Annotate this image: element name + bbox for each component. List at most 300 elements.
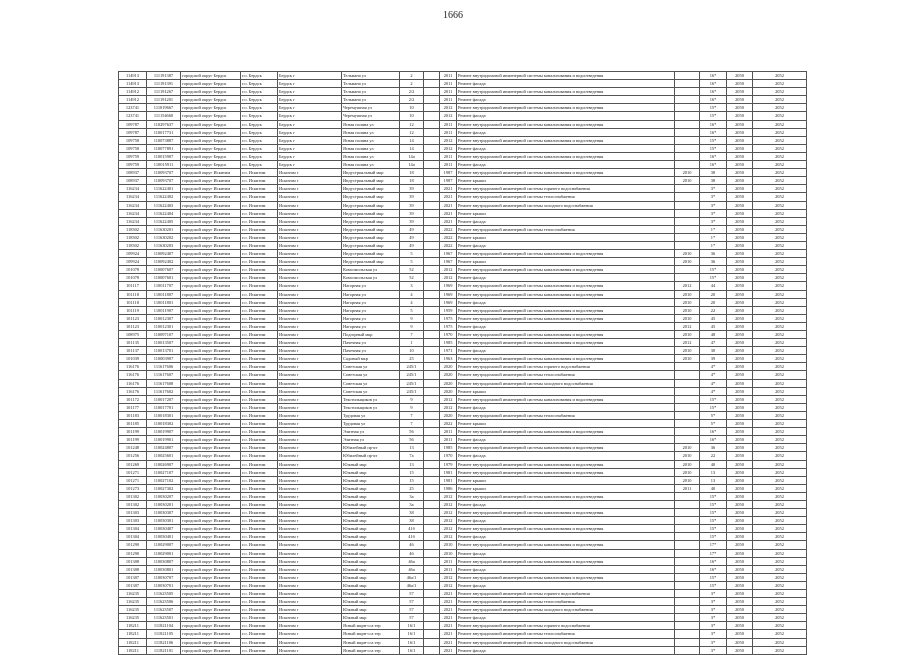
cell-element-id: 111630202 [147, 233, 181, 241]
cell-element-id: 110027102 [147, 476, 181, 484]
cell-house-number: 3 [400, 282, 424, 290]
cell-settlement: Бердск г [278, 152, 342, 160]
cell-age: 45 [700, 314, 727, 322]
cell-plan-end: 2052 [753, 484, 807, 492]
cell-district: г.о. Искитим [241, 403, 278, 411]
cell-work-type: Ремонт фасада [457, 274, 675, 282]
cell-prior-year [675, 411, 700, 419]
cell-age: 15* [700, 525, 727, 533]
cell-work-type: Ремонт внутридомовой инженерной системы канализования и водоотведения [457, 314, 675, 322]
cell-plan-end: 2052 [753, 209, 807, 217]
cell-age: 20 [700, 290, 727, 298]
cell-settlement: Искитим г [278, 565, 342, 573]
cell-work-type: Ремонт внутридомовой инженерной системы канализования и водоотведения [457, 88, 675, 96]
cell-street: Индустриальный мкр [342, 225, 400, 233]
cell-district: г.о. Искитим [241, 638, 278, 646]
cell-work-type: Ремонт крыши [457, 233, 675, 241]
cell-prior-year [675, 387, 700, 395]
cell-plan-end: 2052 [753, 622, 807, 630]
table-row [119, 444, 807, 452]
cell-building [424, 598, 440, 606]
cell-year: 2022 [440, 225, 457, 233]
cell-prior-year: 2010 [675, 460, 700, 468]
cell-district: г.о. Искитим [241, 476, 278, 484]
cell-year: 2011 [440, 72, 457, 80]
cell-work-type: Ремонт фасада [457, 403, 675, 411]
table-row [119, 484, 807, 492]
cell-settlement: Бердск г [278, 144, 342, 152]
cell-building [424, 428, 440, 436]
cell-street: Ясная поляна ул [342, 144, 400, 152]
cell-prior-year [675, 598, 700, 606]
cell-year: 1985 [440, 339, 457, 347]
register-table [118, 71, 807, 655]
cell-settlement: Бердск г [278, 161, 342, 169]
cell-district: г.о. Искитим [241, 258, 278, 266]
cell-house-number: 5 [400, 306, 424, 314]
cell-plan-start: 2050 [727, 379, 753, 387]
table-row [119, 217, 807, 225]
cell-age: 36 [700, 444, 727, 452]
cell-plan-start: 2050 [727, 128, 753, 136]
cell-age: 15* [700, 509, 727, 517]
cell-plan-start: 2050 [727, 638, 753, 646]
cell-year: 2012 [440, 136, 457, 144]
cell-building [424, 88, 440, 96]
cell-house-number: 14 [400, 144, 424, 152]
cell-house-id: 116235 [119, 598, 147, 606]
cell-district: г.о. Искитим [241, 646, 278, 654]
cell-prior-year [675, 646, 700, 654]
cell-plan-start: 2050 [727, 533, 753, 541]
cell-municipality: городской округ Искитим [181, 371, 241, 379]
table-row [119, 233, 807, 241]
cell-element-id: 110073887 [147, 136, 181, 144]
cell-street: Ясная поляна ул [342, 152, 400, 160]
cell-municipality: городской округ Искитим [181, 241, 241, 249]
table-row [119, 193, 807, 201]
cell-element-id: 110011801 [147, 298, 181, 306]
cell-house-number: 10 [400, 104, 424, 112]
cell-municipality: городской округ Искитим [181, 492, 241, 500]
cell-building [424, 420, 440, 428]
cell-work-type: Ремонт внутридомовой инженерной системы канализования и водоотведения [457, 282, 675, 290]
cell-house-number: 16/1 [400, 630, 424, 638]
table-row [119, 363, 807, 371]
table-row [119, 371, 807, 379]
cell-settlement: Искитим г [278, 258, 342, 266]
cell-building [424, 590, 440, 598]
cell-street: Нагорная ул [342, 290, 400, 298]
cell-element-id: 110030301 [147, 517, 181, 525]
cell-building [424, 96, 440, 104]
cell-element-id: 111821106 [147, 638, 181, 646]
cell-settlement: Искитим г [278, 177, 342, 185]
cell-house-id: 118211 [119, 638, 147, 646]
table-row [119, 282, 807, 290]
cell-age: 15* [700, 517, 727, 525]
cell-work-type: Ремонт внутридомовой инженерной системы канализования и водоотведения [457, 152, 675, 160]
cell-municipality: городской округ Искитим [181, 541, 241, 549]
cell-work-type: Ремонт крыши [457, 476, 675, 484]
cell-plan-start: 2050 [727, 339, 753, 347]
cell-age: 15* [700, 266, 727, 274]
cell-district: г.о. Бердск [241, 152, 278, 160]
cell-plan-end: 2052 [753, 557, 807, 565]
cell-municipality: городской округ Искитим [181, 436, 241, 444]
cell-plan-start: 2050 [727, 622, 753, 630]
cell-settlement: Искитим г [278, 387, 342, 395]
cell-age: 15* [700, 500, 727, 508]
cell-settlement: Бердск г [278, 88, 342, 96]
cell-building [424, 606, 440, 614]
cell-element-id: 110297637 [147, 120, 181, 128]
cell-age: 16* [700, 88, 727, 96]
cell-building [424, 339, 440, 347]
cell-plan-start: 2050 [727, 209, 753, 217]
cell-element-id: 110011807 [147, 290, 181, 298]
cell-prior-year: 2010 [675, 314, 700, 322]
cell-element-id: 110029001 [147, 549, 181, 557]
cell-house-id: 101308 [119, 565, 147, 573]
cell-plan-end: 2052 [753, 233, 807, 241]
cell-settlement: Искитим г [278, 622, 342, 630]
cell-settlement: Искитим г [278, 266, 342, 274]
cell-year: 2012 [440, 573, 457, 581]
cell-house-id: 116234 [119, 193, 147, 201]
cell-element-id: 110026907 [147, 460, 181, 468]
cell-street: Ясный мкрн-сса тер [342, 622, 400, 630]
table-row [119, 468, 807, 476]
cell-element-id: 111630203 [147, 241, 181, 249]
cell-municipality: городской округ Бердск [181, 128, 241, 136]
cell-district: г.о. Искитим [241, 460, 278, 468]
cell-house-number: 1 [400, 339, 424, 347]
cell-element-id: 110097107 [147, 331, 181, 339]
cell-settlement: Искитим г [278, 379, 342, 387]
cell-prior-year [675, 638, 700, 646]
cell-municipality: городской округ Искитим [181, 444, 241, 452]
cell-year: 2012 [440, 403, 457, 411]
cell-municipality: городской округ Бердск [181, 120, 241, 128]
cell-building [424, 322, 440, 330]
cell-work-type: Ремонт фасада [457, 500, 675, 508]
cell-district: г.о. Бердск [241, 96, 278, 104]
cell-street: Ясный мкрн-сса тер [342, 630, 400, 638]
cell-element-id: 110030701 [147, 581, 181, 589]
cell-house-id: 101117 [119, 282, 147, 290]
cell-plan-start: 2050 [727, 185, 753, 193]
cell-age: 15* [700, 573, 727, 581]
cell-street: Текстильщиков ул [342, 403, 400, 411]
cell-work-type: Ремонт внутридомовой инженерной системы холодного водоснабжения [457, 201, 675, 209]
page-number: 1666 [443, 10, 463, 21]
cell-municipality: городской округ Искитим [181, 387, 241, 395]
cell-element-id: 111622404 [147, 209, 181, 217]
table-row [119, 144, 807, 152]
cell-plan-end: 2052 [753, 136, 807, 144]
cell-district: г.о. Искитим [241, 322, 278, 330]
cell-building [424, 614, 440, 622]
cell-prior-year [675, 509, 700, 517]
cell-plan-start: 2050 [727, 217, 753, 225]
cell-age: 3* [700, 193, 727, 201]
cell-element-id: 111821101 [147, 646, 181, 654]
cell-building [424, 452, 440, 460]
table-row [119, 136, 807, 144]
cell-element-id: 110093707 [147, 177, 181, 185]
cell-house-id: 109787 [119, 120, 147, 128]
cell-house-number: 46 [400, 541, 424, 549]
cell-district: г.о. Искитим [241, 533, 278, 541]
cell-house-number: 39 [400, 217, 424, 225]
cell-building [424, 638, 440, 646]
cell-street: Черемушная ул [342, 112, 400, 120]
cell-settlement: Искитим г [278, 549, 342, 557]
cell-prior-year [675, 517, 700, 525]
cell-house-id: 101199 [119, 436, 147, 444]
cell-work-type: Ремонт внутридомовой инженерной системы канализования и водоотведения [457, 104, 675, 112]
cell-district: г.о. Искитим [241, 428, 278, 436]
table-row [119, 638, 807, 646]
cell-settlement: Бердск г [278, 128, 342, 136]
cell-house-number: 13 [400, 444, 424, 452]
cell-building [424, 500, 440, 508]
cell-house-id: 109759 [119, 152, 147, 160]
cell-year: 1987 [440, 177, 457, 185]
cell-house-id: 101177 [119, 403, 147, 411]
cell-year: 2020 [440, 379, 457, 387]
table-row [119, 411, 807, 419]
cell-year: 1969 [440, 290, 457, 298]
cell-age: 16* [700, 128, 727, 136]
cell-house-id: 101118 [119, 290, 147, 298]
cell-year: 2011 [440, 120, 457, 128]
cell-prior-year [675, 630, 700, 638]
cell-plan-start: 2050 [727, 322, 753, 330]
cell-prior-year: 2010 [675, 476, 700, 484]
cell-prior-year [675, 128, 700, 136]
cell-building [424, 517, 440, 525]
cell-municipality: городской округ Искитим [181, 403, 241, 411]
cell-street: Южный мкр [342, 557, 400, 565]
cell-plan-start: 2050 [727, 298, 753, 306]
cell-building [424, 290, 440, 298]
cell-street: Советская ул [342, 379, 400, 387]
cell-element-id: 110019901 [147, 436, 181, 444]
cell-work-type: Ремонт внутридомовой инженерной системы канализования и водоотведения [457, 395, 675, 403]
cell-municipality: городской округ Искитим [181, 331, 241, 339]
cell-district: г.о. Искитим [241, 363, 278, 371]
cell-element-id: 110025601 [147, 452, 181, 460]
table-row [119, 347, 807, 355]
cell-house-id: 109924 [119, 258, 147, 266]
cell-house-id: 118302 [119, 233, 147, 241]
cell-settlement: Искитим г [278, 331, 342, 339]
cell-plan-end: 2052 [753, 120, 807, 128]
cell-municipality: городской округ Искитим [181, 614, 241, 622]
cell-prior-year [675, 225, 700, 233]
cell-element-id: 111617606 [147, 363, 181, 371]
table-row [119, 128, 807, 136]
cell-house-id: 116176 [119, 379, 147, 387]
cell-work-type: Ремонт внутридомовой инженерной системы теплоснабжения [457, 598, 675, 606]
cell-street: Ясная поляна ул [342, 161, 400, 169]
cell-plan-start: 2050 [727, 169, 753, 177]
cell-plan-end: 2052 [753, 144, 807, 152]
cell-district: г.о. Искитим [241, 549, 278, 557]
cell-prior-year [675, 590, 700, 598]
cell-house-number: 25 [400, 484, 424, 492]
cell-prior-year [675, 80, 700, 88]
cell-year: 1971 [440, 347, 457, 355]
cell-year: 2021 [440, 638, 457, 646]
cell-age: 47 [700, 339, 727, 347]
cell-prior-year [675, 606, 700, 614]
cell-street: Элитная ул [342, 428, 400, 436]
cell-year: 2012 [440, 533, 457, 541]
cell-building [424, 298, 440, 306]
cell-street: Индустриальный мкр [342, 201, 400, 209]
cell-building [424, 460, 440, 468]
cell-municipality: городской округ Искитим [181, 217, 241, 225]
cell-district: г.о. Бердск [241, 144, 278, 152]
cell-plan-end: 2052 [753, 395, 807, 403]
cell-district: г.о. Искитим [241, 282, 278, 290]
cell-work-type: Ремонт фасада [457, 452, 675, 460]
cell-work-type: Ремонт внутридомовой инженерной системы канализования и водоотведения [457, 557, 675, 565]
cell-settlement: Искитим г [278, 395, 342, 403]
cell-prior-year [675, 193, 700, 201]
cell-plan-end: 2052 [753, 517, 807, 525]
cell-municipality: городской округ Искитим [181, 525, 241, 533]
cell-plan-end: 2052 [753, 80, 807, 88]
cell-work-type: Ремонт внутридомовой инженерной системы канализования и водоотведения [457, 120, 675, 128]
cell-building [424, 573, 440, 581]
cell-street: Юбилейный пр-кт [342, 452, 400, 460]
cell-plan-start: 2050 [727, 630, 753, 638]
cell-plan-end: 2052 [753, 266, 807, 274]
table-row [119, 476, 807, 484]
cell-age: 17* [700, 549, 727, 557]
cell-year: 2021 [440, 201, 457, 209]
cell-street: Южный мкр [342, 468, 400, 476]
cell-plan-end: 2052 [753, 161, 807, 169]
cell-building [424, 161, 440, 169]
cell-settlement: Искитим г [278, 322, 342, 330]
cell-plan-start: 2050 [727, 598, 753, 606]
cell-house-number: 245/1 [400, 379, 424, 387]
cell-plan-end: 2052 [753, 590, 807, 598]
cell-house-id: 101304 [119, 533, 147, 541]
cell-plan-end: 2052 [753, 290, 807, 298]
cell-prior-year [675, 144, 700, 152]
cell-year: 2021 [440, 209, 457, 217]
table-row [119, 177, 807, 185]
cell-plan-end: 2052 [753, 185, 807, 193]
table-row [119, 201, 807, 209]
cell-house-id: 114912 [119, 96, 147, 104]
cell-plan-start: 2050 [727, 476, 753, 484]
cell-prior-year [675, 622, 700, 630]
cell-house-id: 101118 [119, 298, 147, 306]
table-row [119, 646, 807, 654]
cell-house-number: 5 [400, 250, 424, 258]
cell-plan-start: 2050 [727, 403, 753, 411]
cell-house-number: 39 [400, 201, 424, 209]
cell-year: 1967 [440, 258, 457, 266]
cell-settlement: Искитим г [278, 233, 342, 241]
cell-prior-year [675, 379, 700, 387]
cell-house-number: 18 [400, 169, 424, 177]
cell-work-type: Ремонт внутридомовой инженерной системы канализования и водоотведения [457, 460, 675, 468]
cell-plan-end: 2052 [753, 314, 807, 322]
cell-work-type: Ремонт фасада [457, 347, 675, 355]
cell-prior-year: 2012 [675, 322, 700, 330]
cell-plan-start: 2050 [727, 96, 753, 104]
cell-house-number: 3а [400, 492, 424, 500]
cell-age: 4* [700, 363, 727, 371]
cell-house-id: 101123 [119, 314, 147, 322]
cell-municipality: городской округ Искитим [181, 339, 241, 347]
table-row [119, 395, 807, 403]
cell-house-number: 7 [400, 411, 424, 419]
cell-age: 15* [700, 492, 727, 500]
cell-street: Индустриальный мкр [342, 185, 400, 193]
cell-plan-start: 2050 [727, 306, 753, 314]
cell-plan-start: 2050 [727, 371, 753, 379]
cell-house-number: 49 [400, 233, 424, 241]
cell-district: г.о. Искитим [241, 436, 278, 444]
cell-building [424, 120, 440, 128]
cell-settlement: Искитим г [278, 484, 342, 492]
cell-settlement: Искитим г [278, 185, 342, 193]
cell-district: г.о. Искитим [241, 411, 278, 419]
table-row [119, 80, 807, 88]
cell-settlement: Искитим г [278, 274, 342, 282]
cell-street: Южный мкр [342, 581, 400, 589]
cell-work-type: Ремонт внутридомовой инженерной системы теплоснабжения [457, 193, 675, 201]
cell-municipality: городской округ Искитим [181, 646, 241, 654]
cell-house-id: 123741 [119, 104, 147, 112]
cell-settlement: Искитим г [278, 638, 342, 646]
cell-building [424, 622, 440, 630]
cell-house-id: 101304 [119, 525, 147, 533]
table-row [119, 298, 807, 306]
cell-year: 2020 [440, 371, 457, 379]
cell-element-id: 110030707 [147, 573, 181, 581]
cell-plan-end: 2052 [753, 541, 807, 549]
cell-house-id: 101303 [119, 509, 147, 517]
cell-prior-year [675, 395, 700, 403]
cell-building [424, 533, 440, 541]
cell-settlement: Искитим г [278, 193, 342, 201]
cell-settlement: Искитим г [278, 314, 342, 322]
cell-plan-end: 2052 [753, 476, 807, 484]
cell-building [424, 444, 440, 452]
cell-plan-start: 2050 [727, 274, 753, 282]
cell-house-id: 118302 [119, 225, 147, 233]
cell-year: 2020 [440, 387, 457, 395]
cell-house-number: 41б [400, 525, 424, 533]
cell-house-id: 101199 [119, 428, 147, 436]
cell-district: г.о. Искитим [241, 541, 278, 549]
cell-district: г.о. Искитим [241, 347, 278, 355]
cell-prior-year [675, 112, 700, 120]
cell-house-number: 7 [400, 420, 424, 428]
cell-prior-year [675, 565, 700, 573]
cell-plan-start: 2050 [727, 460, 753, 468]
